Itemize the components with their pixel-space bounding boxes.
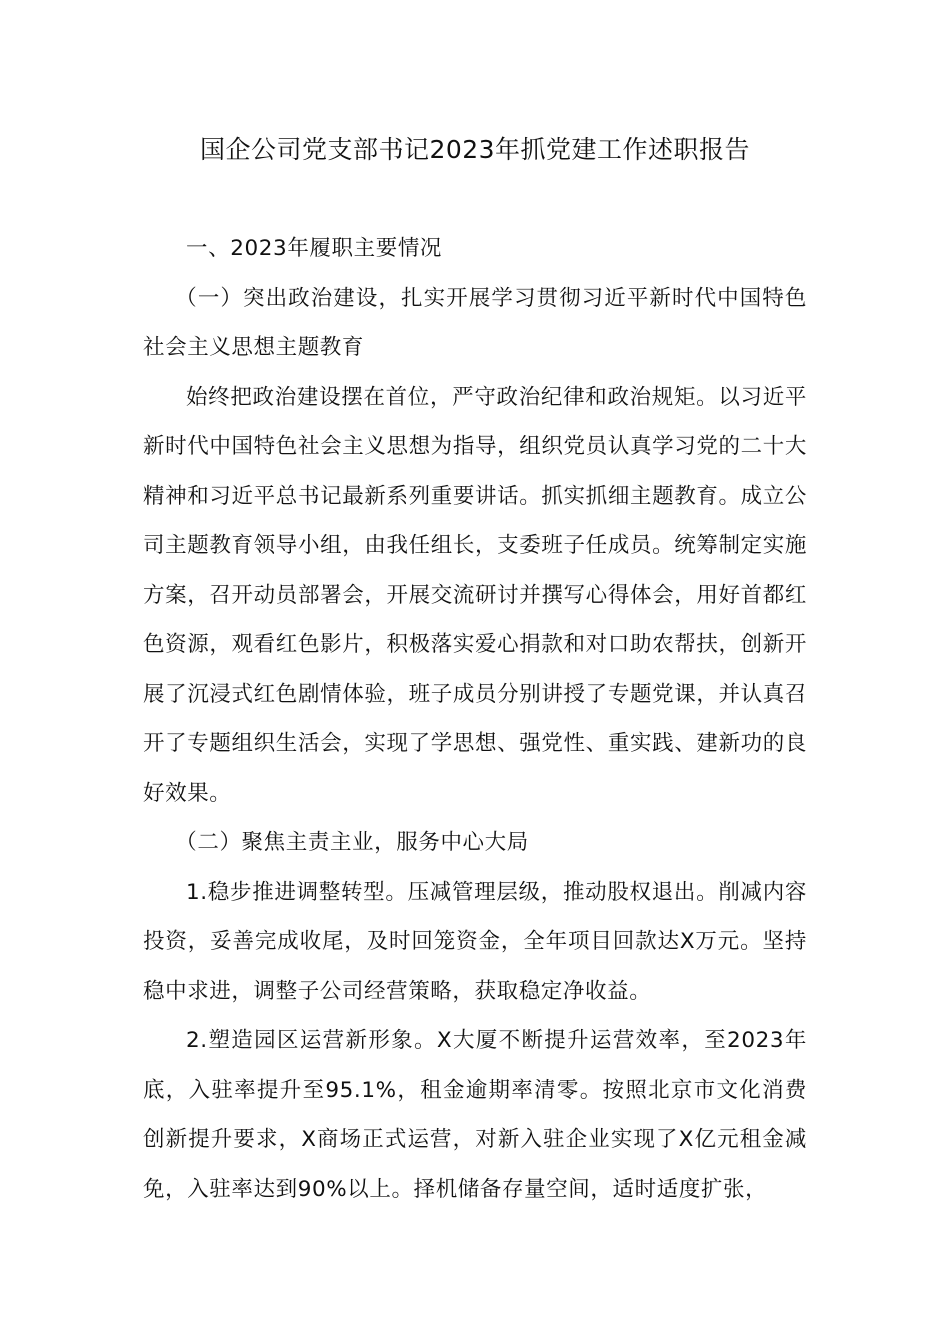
section-heading: 一、2023年履职主要情况	[186, 236, 443, 261]
paragraph: 2.塑造园区运营新形象。X大厦不断提升运营效率，至2023年底，入驻率提升至95.1%，租金逾期率清零。按照北京市文化消费创新提升要求，X商场正式运营，对新入驻企业实现了X亿元租金减免，入驻率达到90%以上。择机储备存量空间，适时适度扩张，	[143, 1028, 807, 1202]
subsection-heading: （一）突出政治建设，扎实开展学习贯彻习近平新时代中国特色社会主义思想主题教育	[143, 285, 807, 360]
subsection-heading: （二）聚焦主责主业，服务中心大局	[175, 830, 529, 855]
paragraph: 1.稳步推进调整转型。压减管理层级，推动股权退出。削减内容投资，妥善完成收尾，及时回笼资金，全年项目回款达X万元。坚持稳中求进，调整子公司经营策略，获取稳定净收益。	[143, 879, 807, 1004]
document-body	[143, 224, 807, 1214]
document-title: 国企公司党支部书记2023年抓党建工作述职报告	[199, 135, 751, 164]
paragraph: 始终把政治建设摆在首位，严守政治纪律和政治规矩。以习近平新时代中国特色社会主义思想为指导，组织党员认真学习党的二十大精神和习近平总书记最新系列重要讲话。抓实抓细主题教育。成立公司主题教育领导小组，由我任组长，支委班子任成员。统筹制定实施方案，召开动员部署会，开展交流研讨并撰写心得体会，用好首都红色资源，观看红色影片，积极落实爱心捐款和对口助农帮扶，创新开展了沉浸式红色剧情体验，班子成员分别讲授了专题党课，并认真召开了专题组织生活会，实现了学思想、强党性、重实践、建新功的良好效果。	[143, 384, 807, 806]
